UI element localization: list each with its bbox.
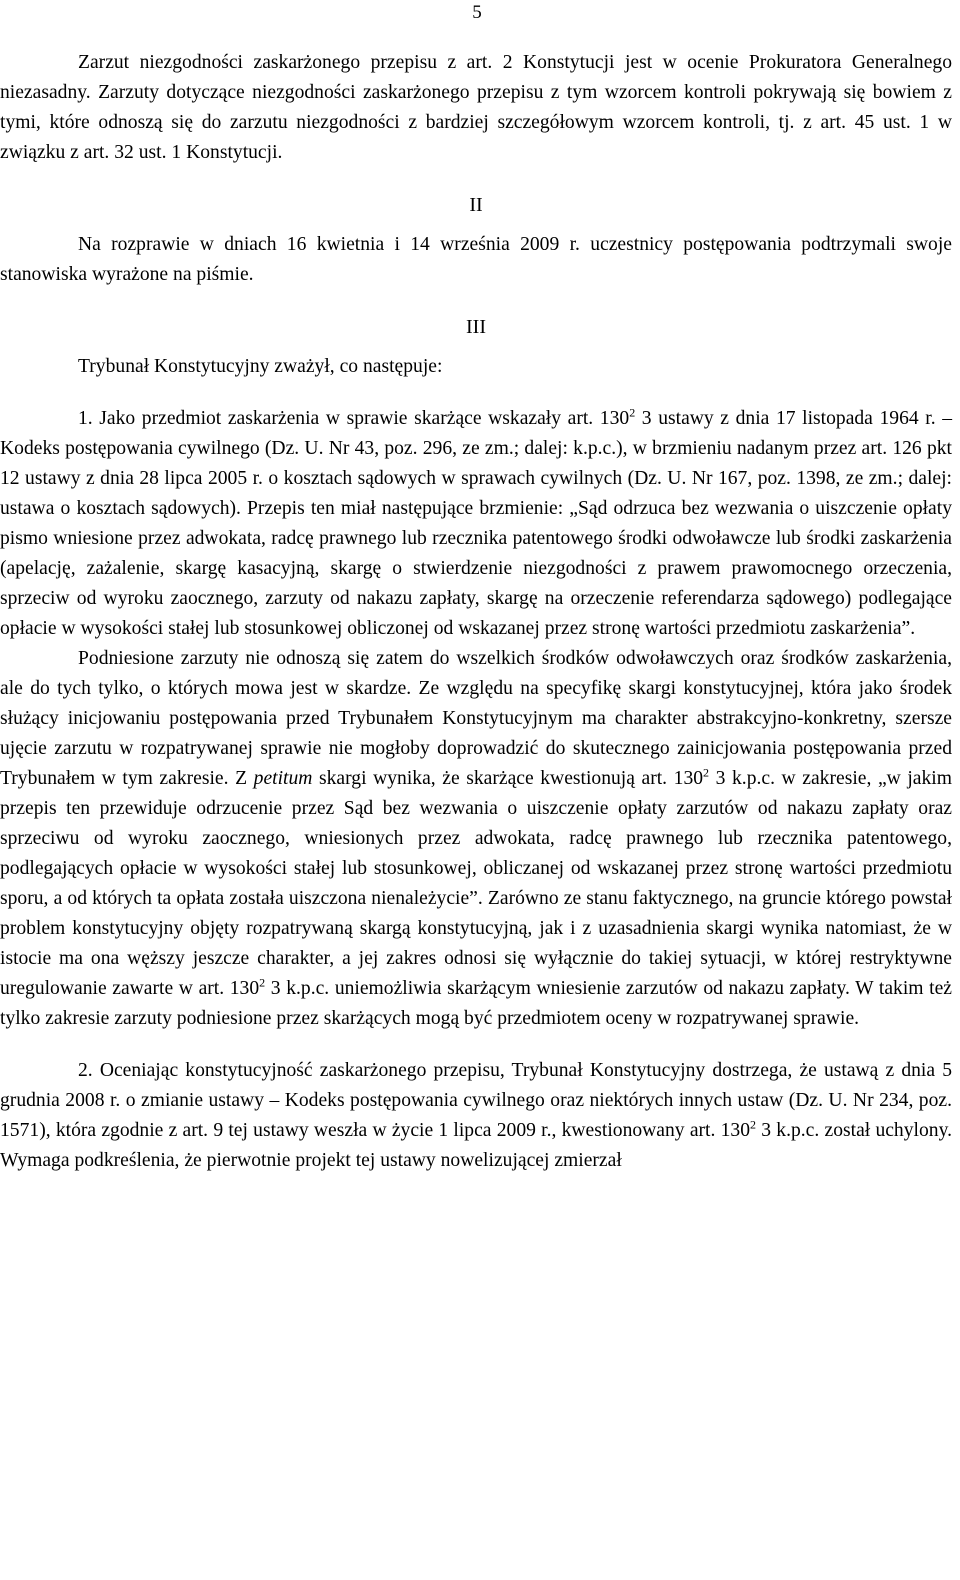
point-2-text-a: 2. Oceniając konstytucyjność zaskarżonego przepisu, Trybunał Konstytucyjny dostrzega, że ustawą z dnia 5 grudnia 2008 r. o zmianie ustawy – Kodeks postępowania cywilnego oraz niektórych innych ustaw (Dz. U. Nr 234, poz. 1571), która zgodnie z art. 9 tej ustawy weszła w życie 1 lipca 2009 r., kwestionowany art. 130 (0, 1060, 952, 1141)
scope-text-d: 3 k.p.c. uniemożliwia skarżącym wniesienie zarzutów od nakazu zapłaty. W takim też tylko zakresie zarzuty podniesione przez skarżących mogą być przedmiotem oceny w rozpatrywanej sprawie. (0, 978, 952, 1029)
paragraph-hearing: Na rozprawie w dniach 16 kwietnia i 14 września 2009 r. uczestnicy postępowania podtrzymali swoje stanowiska wyrażone na piśmie. (0, 234, 952, 285)
document-page (0, 48, 952, 1176)
paragraph-tribunal-intro: Trybunał Konstytucyjny zważył, co następuje: (78, 356, 443, 377)
point-1-text-b: 3 ustawy z dnia 17 listopada 1964 r. – Kodeks postępowania cywilnego (Dz. U. Nr 43, poz. 296, ze zm.; dalej: k.p.c.), w brzmieniu nadanym przez art. 126 pkt 12 ustawy z dnia 28 lipca 2005 r. o kosztach sądowych w sprawach cywilnych (Dz. U. Nr 167, poz. 1398, ze zm.; dalej: ustawa o kosztach sądowych). Przepis ten miał następujące brzmienie: „Sąd odrzuca bez wezwania o uiszczenie opłaty pismo wniesione przez adwokata, radcę prawnego lub rzecznika patentowego środki odwoławcze lub środki zaskarżenia (apelację, zażalenie, skargę kasacyjną, skargę o stwierdzenie niezgodności z prawem prawomocnego orzeczenia, sprzeciw od wyroku zaocznego, zarzuty od nakazu zapłaty, skargę na orzeczenie referendarza sądowego) podlegające opłacie w wysokości stałej lub stosunkowej obliczonej od wskazanej przez stronę wartości przedmiotu zaskarżenia”. (0, 408, 953, 639)
superscript: 2 (750, 1117, 757, 1132)
point-2-text-b: 3 k.p.c. został uchylony. Wymaga podkreślenia, że pierwotnie projekt tej ustawy nowelizującej zmierzał (0, 1120, 952, 1171)
page-number: 5 (472, 2, 482, 23)
paragraph-point-2 (0, 1056, 952, 1176)
point-1-text-a: 1. Jako przedmiot zaskarżenia w sprawie skarżące wskazały art. 130 (78, 408, 630, 429)
section-heading-iii: III (466, 316, 486, 338)
scope-text-c: 3 k.p.c. w zakresie, „w jakim przepis ten przewiduje odrzucenie przez Sąd bez wezwania o uiszczenie opłaty zarzutów od nakazu zapłaty oraz sprzeciwu od wyroku zaocznego, wniesionych przez adwokata, radcę prawnego lub rzecznika patentowego, podlegających opłacie w wysokości stałej lub stosunkowej, obliczanej od wskazanej przez stronę wartości przedmiotu sporu, a od których ta opłata została uiszczona nienależycie”. Zarówno ze stanu faktycznego, na gruncie którego powstał problem konstytucyjny objęty rozpatrywaną skargą konstytucyjną, jak i z uzasadnienia skargi wynika natomiast, że w istocie ma ona węższy jeszcze charakter, a jej zakres odnosi się wyłącznie do takiej sytuacji, w której restryktywne uregulowanie zawarte w art. 130 (0, 768, 952, 999)
superscript: 2 (629, 405, 636, 420)
superscript: 2 (259, 975, 266, 990)
paragraph-art2-assessment: Zarzut niezgodności zaskarżonego przepisu z art. 2 Konstytucji jest w ocenie Prokuratora Generalnego niezasadny. Zarzuty dotyczące niezgodności zaskarżonego przepisu z tym wzorcem kontroli pokrywają się bowiem z tymi, które odnoszą się do zarzutu niezgodności z bardziej szczegółowym wzorcem kontroli, tj. z art. 45 ust. 1 w związku z art. 32 ust. 1 Konstytucji. (0, 52, 952, 163)
scope-text-a: Podniesione zarzuty nie odnoszą się zatem do wszelkich środków odwoławczych oraz środków zaskarżenia, ale do tych tylko, o których mowa jest w skardze. Ze względu na specyfikę skargi konstytucyjnej, która jako środek służący inicjowaniu postępowania przed Trybunałem Konstytucyjnym ma charakter abstrakcyjno-konkretny, szersze ujęcie zarzutu w rozpatrywanej sprawie nie mogłoby doprowadzić do skutecznego zainicjowania postępowania przed Trybunałem w tym zakresie. Z (0, 648, 952, 789)
paragraph-point-1 (0, 404, 952, 644)
superscript: 2 (703, 765, 710, 780)
section-heading-ii: II (469, 194, 483, 216)
petitum-italic: petitum (253, 768, 313, 789)
scope-text-b: skargi wynika, że skarżące kwestionują art. 130 (312, 768, 704, 789)
paragraph-scope (0, 644, 952, 1034)
